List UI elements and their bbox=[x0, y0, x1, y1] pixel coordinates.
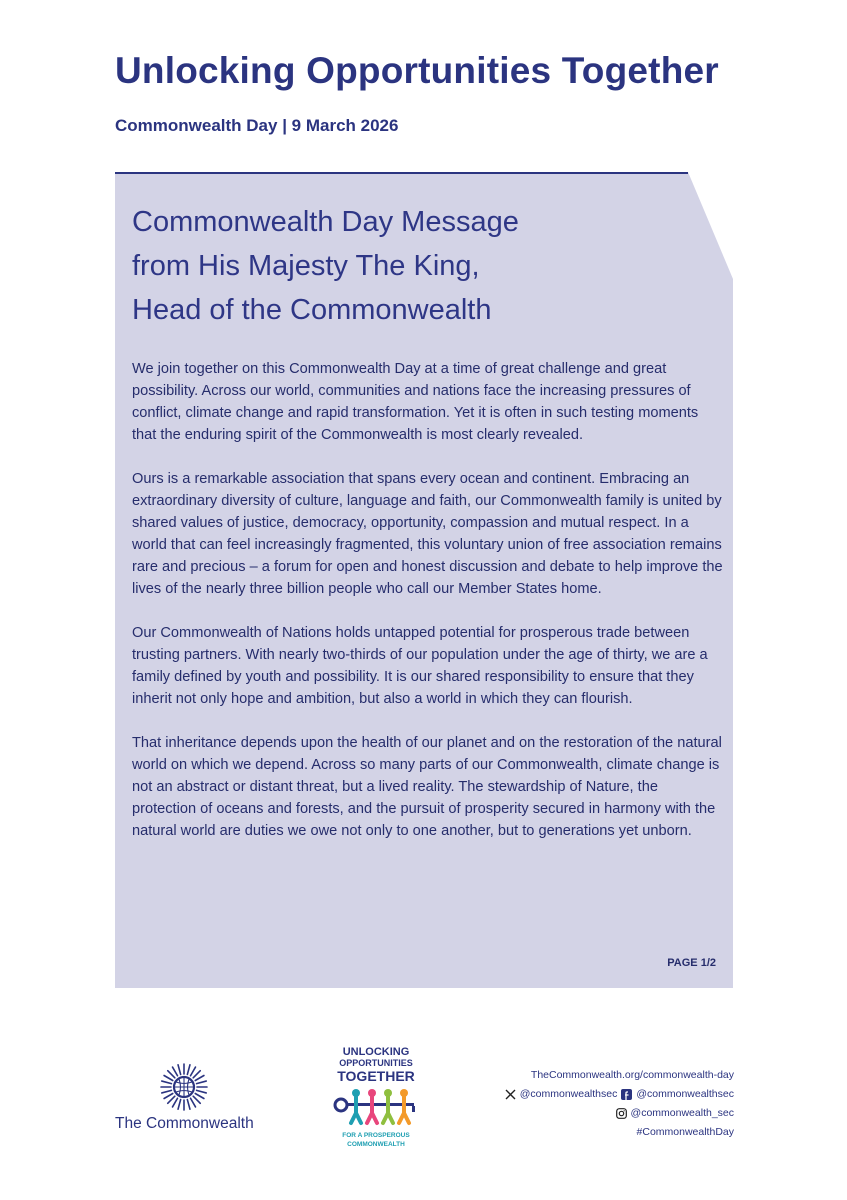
key-figures-icon bbox=[332, 1085, 420, 1131]
campaign-tagline: COMMONWEALTH bbox=[347, 1141, 405, 1148]
contact-info bbox=[505, 1066, 734, 1142]
instagram-icon[interactable] bbox=[616, 1108, 627, 1119]
facebook-icon[interactable] bbox=[621, 1089, 632, 1100]
instagram-handle[interactable]: @commonwealth_sec bbox=[630, 1107, 734, 1119]
message-paragraph: Ours is a remarkable association that spans every ocean and continent. Embracing an extraordinary diversity of culture, language and faith, our Commonwealth family is united by shared values of justice, democracy, opportunity, compassion and mutual respect. In a world that can feel increasingly fragmented, this voluntary union of free association remains rare and precious – a forum for open and honest discussion and debate to help improve the lives of the nearly three billion people who call our Member States home. bbox=[132, 471, 723, 597]
event-subtitle: Commonwealth Day | 9 March 2026 bbox=[115, 116, 399, 135]
page-title: Unlocking Opportunities Together bbox=[115, 50, 719, 91]
message-paragraph: That inheritance depends upon the health of our planet and on the restoration of the natural world on which we depend. Across so many parts of our Commonwealth, climate change is not an abstract or distant threat, but a lived reality. The stewardship of Nature, the protection of oceans and forests, and the pursuit of prosperity secured in harmony with the natural world are duties we owe not only to one another, but to generations yet unborn. bbox=[132, 735, 722, 839]
x-icon[interactable] bbox=[505, 1089, 516, 1100]
message-heading-line: Commonwealth Day Message bbox=[132, 206, 519, 238]
campaign-logo-line: TOGETHER bbox=[337, 1068, 415, 1084]
message-panel bbox=[115, 172, 733, 988]
message-paragraph: We join together on this Commonwealth Day at a time of great challenge and great possibility. Across our world, communities and nations face the increasing pressures of conflict, climate change and rapid transformation. Yet it is often in such testing moments that the enduring spirit of the Commonwealth is most clearly revealed. bbox=[132, 361, 699, 443]
page-number: PAGE 1/2 bbox=[667, 957, 716, 969]
message-heading bbox=[132, 200, 519, 332]
x-handle[interactable]: @commonwealthsec bbox=[519, 1088, 618, 1100]
website-row[interactable] bbox=[505, 1066, 734, 1085]
message-paragraph: Our Commonwealth of Nations holds untapped potential for prosperous trade between trusting partners. With nearly two-thirds of our population under the age of thirty, we are a family defined by youth and possibility. It is our shared responsibility to ensure that they inherit not only hope and ambition, but also a world in which they can flourish. bbox=[132, 625, 708, 707]
website-link[interactable]: TheCommonwealth.org/commonwealth-day bbox=[530, 1069, 734, 1081]
commonwealth-logo bbox=[115, 1062, 265, 1132]
campaign-logo-line: OPPORTUNITIES bbox=[339, 1058, 413, 1068]
commonwealth-emblem-icon bbox=[157, 1062, 211, 1112]
message-heading-line: Head of the Commonwealth bbox=[132, 294, 492, 326]
hashtag[interactable]: #CommonwealthDay bbox=[636, 1126, 734, 1138]
social-row bbox=[505, 1085, 734, 1104]
campaign-logo bbox=[330, 1047, 422, 1147]
instagram-row bbox=[505, 1104, 734, 1123]
campaign-logo-line: UNLOCKING bbox=[342, 1046, 410, 1058]
campaign-tagline: FOR A PROSPEROUS bbox=[342, 1132, 410, 1139]
message-heading-line: from His Majesty The King, bbox=[132, 250, 480, 282]
facebook-handle[interactable]: @commonwealthsec bbox=[636, 1088, 734, 1100]
org-wordmark: The Commonwealth bbox=[115, 1115, 254, 1132]
message-body bbox=[132, 358, 724, 864]
hashtag-row bbox=[505, 1123, 734, 1142]
